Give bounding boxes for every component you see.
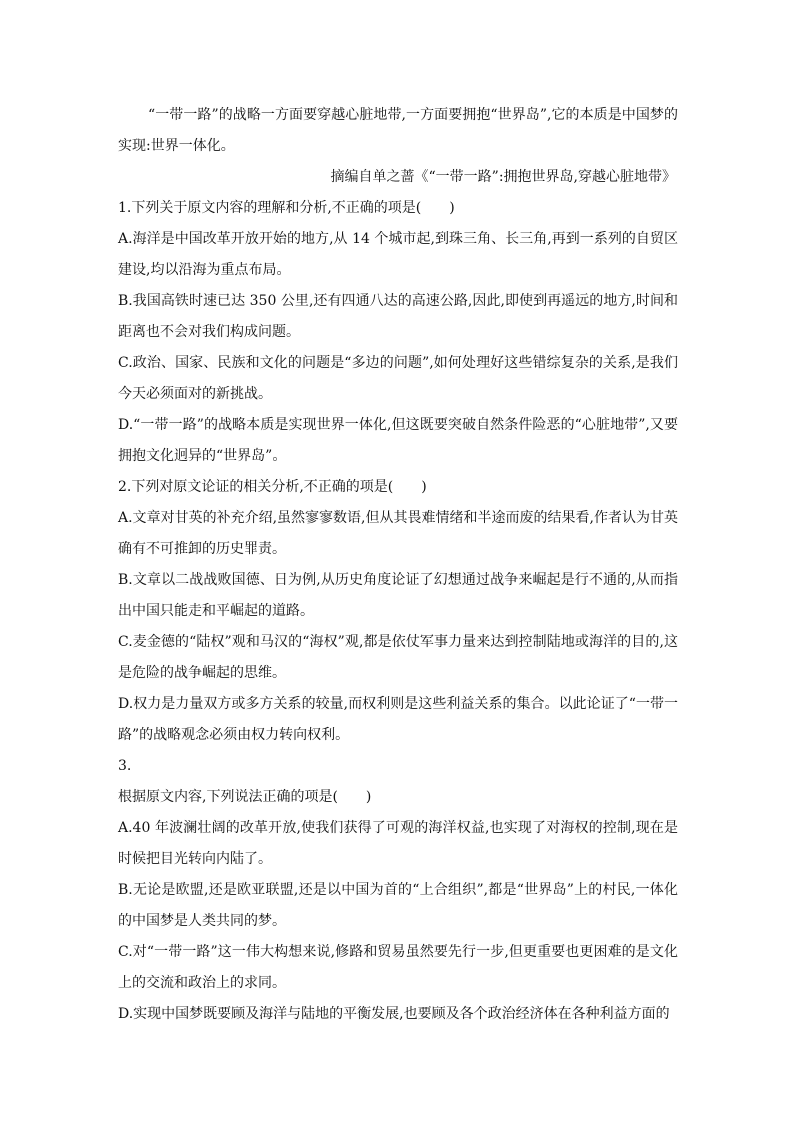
question-stem: 1.下列关于原文内容的理解和分析,不正确的项是( ) [118,200,455,216]
option-a: A.海洋是中国改革开放开始的地方,从 14 个城市起,到珠三角、长三角,再到一系列的自贸区建设,均以沿海为重点布局。 [118,231,678,278]
question-stem: 根据原文内容,下列说法正确的项是( ) [118,789,372,805]
question-stem: 2.下列对原文论证的相关分析,不正确的项是( ) [118,479,427,495]
option-a: A.40 年波澜壮阔的改革开放,使我们获得了可观的海洋权益,也实现了对海权的控制,现在是时候把目光转向内陆了。 [118,820,678,867]
option-b: B.文章以二战战败国德、日为例,从历史角度论证了幻想通过战争来崛起是行不通的,从而指出中国只能走和平崛起的道路。 [118,572,678,619]
option-c: C.对“一带一路”这一伟大构想来说,修路和贸易虽然要先行一步,但更重要也更困难的是文化上的交流和政治上的求同。 [118,944,678,991]
question-number: 3. [118,758,132,774]
document-page [118,100,678,1030]
passage-source: 摘编自单之蔷《“一带一路”:拥抱世界岛,穿越心脏地带》 [330,169,676,185]
question-3 [118,751,678,1030]
passage-closing-paragraph: “一带一路”的战略一方面要穿越心脏地带,一方面要拥抱“世界岛”,它的本质是中国梦的实现:世界一体化。 [118,107,678,154]
option-a: A.文章对甘英的补充介绍,虽然寥寥数语,但从其畏难情绪和半途而废的结果看,作者认为甘英确有不可推卸的历史罪责。 [118,510,678,557]
option-b: B.无论是欧盟,还是欧亚联盟,还是以中国为首的“上合组织”,都是“世界岛”上的村民,一体化的中国梦是人类共同的梦。 [118,882,678,929]
option-d: D.“一带一路”的战略本质是实现世界一体化,但这既要突破自然条件险恶的“心脏地带”,又要拥抱文化迥异的“世界岛”。 [118,417,678,464]
question-2 [118,472,678,751]
option-d: D.权力是力量双方或多方关系的较量,而权利则是这些利益关系的集合。以此论证了“一带一路”的战略观念必须由权力转向权利。 [118,696,678,743]
question-1 [118,193,678,472]
option-c: C.政治、国家、民族和文化的问题是“多边的问题”,如何处理好这些错综复杂的关系,是我们今天必须面对的新挑战。 [118,355,678,402]
option-d: D.实现中国梦既要顾及海洋与陆地的平衡发展,也要顾及各个政治经济体在各种利益方面的 [118,1006,670,1022]
option-b: B.我国高铁时速已达 350 公里,还有四通八达的高速公路,因此,即使到再遥远的地方,时间和距离也不会对我们构成问题。 [118,293,678,340]
option-c: C.麦金德的“陆权”观和马汉的“海权”观,都是依仗军事力量来达到控制陆地或海洋的目的,这是危险的战争崛起的思维。 [118,634,678,681]
